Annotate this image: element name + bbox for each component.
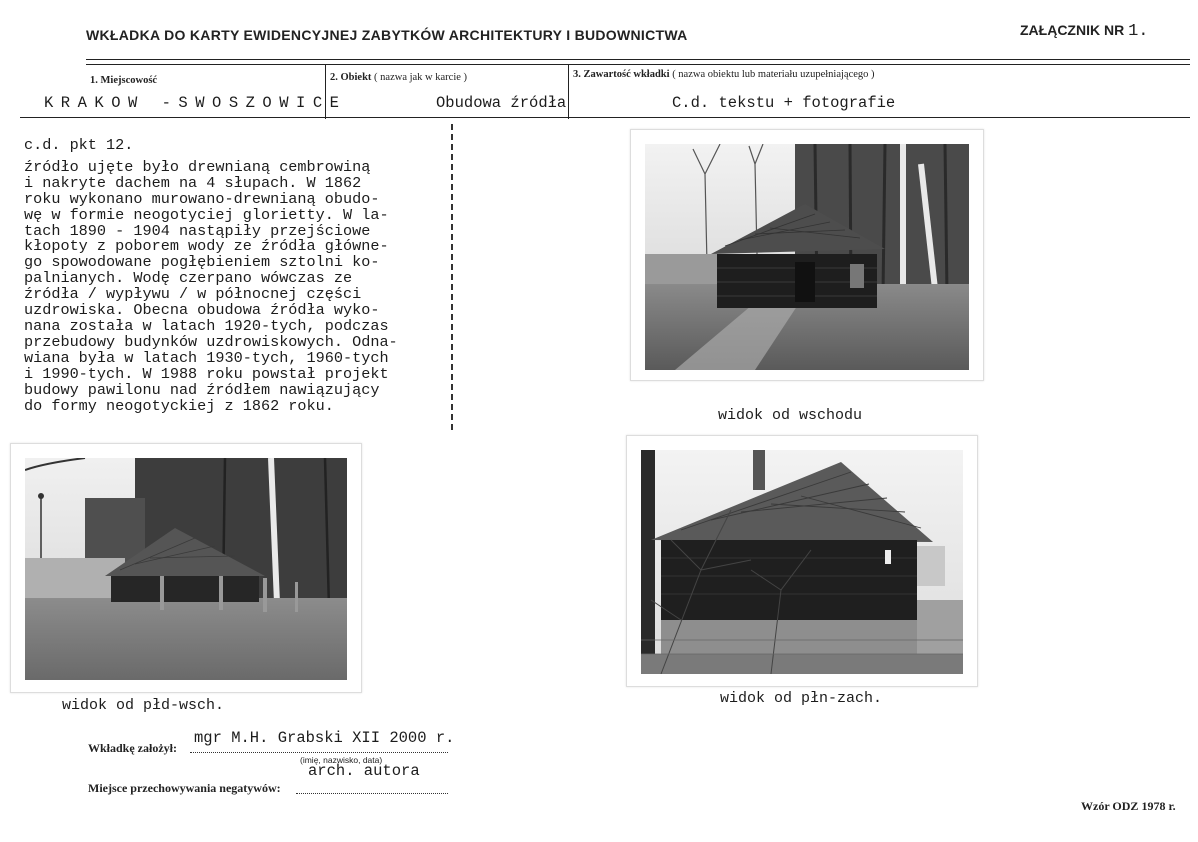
text-line: roku wykonano murowano-drewnianą obudo-: [24, 189, 380, 208]
inserted-by-value: mgr M.H. Grabski XII 2000 r.: [194, 729, 455, 747]
content-label-note: ( nazwa obiektu lub materiału uzupełniającego ): [672, 69, 875, 80]
text-line: i 1990-tych. W 1988 roku powstał projekt: [24, 364, 389, 383]
inserted-by-hint: (imię, nazwisko, data): [300, 755, 383, 765]
annex-number: 1.: [1128, 22, 1149, 41]
text-margin-line: [451, 124, 453, 430]
text-line: palnianych. Wodę czerpano wówczas ze: [24, 269, 353, 288]
text-line: budowy pawilonu nad źródłem nawiązujący: [24, 380, 380, 399]
locality-value: KRAKOW -SWOSZOWICE: [44, 94, 347, 112]
object-label-note: ( nazwa jak w karcie ): [374, 72, 468, 83]
text-line: go spowodowane pogłębieniem sztolni ko-: [24, 253, 380, 272]
photo-east-image: [645, 144, 969, 370]
photo-northwest-image: [641, 450, 963, 674]
caption-southeast: widok od płd-wsch.: [62, 697, 225, 714]
content-value: C.d. tekstu + fotografie: [672, 94, 896, 112]
object-label: [330, 72, 467, 83]
negatives-location-label: Miejsce przechowywania negatywów:: [88, 781, 281, 795]
annex-label-text: ZAŁĄCZNIK NR: [1020, 22, 1125, 38]
text-line: źródła / wypływu / w północnej części: [24, 285, 362, 304]
text-line: nana została w latach 1920-tych, podczas: [24, 316, 389, 335]
inserted-by-label: Wkładkę założył:: [88, 741, 177, 755]
negatives-dotted-line: [296, 793, 448, 794]
inserted-by-dotted-line: [190, 752, 448, 753]
text-line: i nakryte dachem na 4 słupach. W 1862: [24, 173, 362, 192]
content-label: [573, 69, 875, 80]
annex-label: [1020, 22, 1149, 41]
locality-label: 1. Miejscowość: [90, 75, 158, 86]
content-label-text: 3. Zawartość wkładki: [573, 69, 670, 80]
text-line: uzdrowiska. Obecna obudowa źródła wyko-: [24, 301, 380, 320]
text-line: c.d. pkt 12.: [24, 136, 134, 154]
caption-east: widok od wschodu: [718, 407, 863, 424]
header-rule-top-thin: [86, 64, 1190, 65]
photo-northwest-view: [626, 435, 978, 687]
text-line: przebudowy budynków uzdrowiskowych. Odna-: [24, 332, 398, 351]
text-line: źródło ujęte było drewnianą cembrowiną: [24, 157, 371, 176]
text-line: kłopoty z poborem wody ze źródła główne-: [24, 237, 389, 256]
text-line: wiana była w latach 1930-tych, 1960-tych: [24, 348, 389, 367]
description-text: [24, 138, 454, 414]
negatives-location-value: arch. autora: [308, 762, 420, 780]
text-line: tach 1890 - 1904 nastąpiły przejściowe: [24, 221, 371, 240]
object-value: Obudowa źródła: [436, 94, 567, 112]
photo-southeast-image: [25, 458, 347, 680]
header-rule-top: [86, 59, 1190, 60]
caption-northwest: widok od płn-zach.: [720, 690, 883, 707]
form-title: WKŁADKA DO KARTY EWIDENCYJNEJ ZABYTKÓW ARCHITEKTURY I BUDOWNICTWA: [86, 27, 688, 43]
header-rule-bottom: [20, 117, 1190, 118]
photo-east-view: [630, 129, 984, 381]
text-line: wę w formie neogotyciej glorietty. W la-: [24, 205, 389, 224]
field-divider-2: [568, 64, 569, 119]
text-line: do formy neogotyckiej z 1862 roku.: [24, 396, 334, 415]
form-template-label: Wzór ODZ 1978 r.: [1081, 799, 1176, 813]
photo-southeast-view: [10, 443, 362, 693]
object-label-text: 2. Obiekt: [330, 72, 372, 83]
